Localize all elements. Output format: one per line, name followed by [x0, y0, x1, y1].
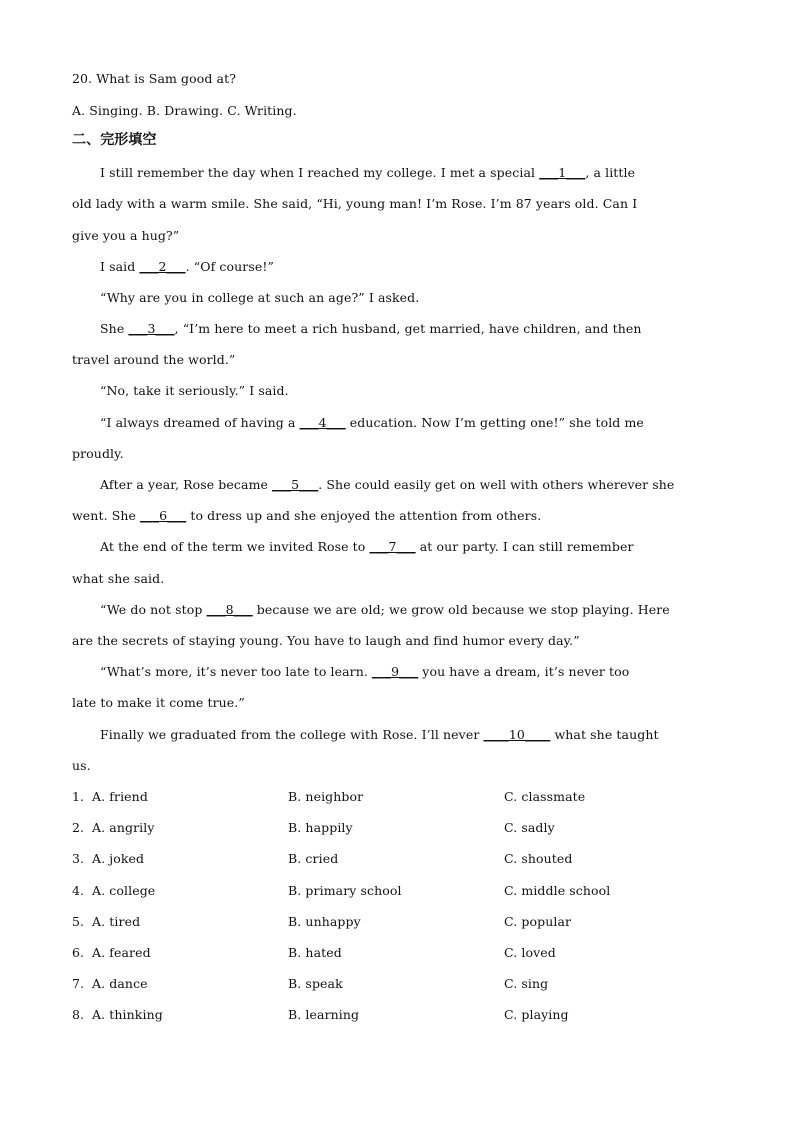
blank-6: ___6___: [140, 508, 187, 523]
question-20-options: A. Singing. B. Drawing. C. Writing.: [72, 103, 297, 118]
choice-a: A. college: [92, 883, 156, 898]
passage-line: old lady with a warm smile. She said, “Hi, young man! I’m Rose. I’m 87 years old. Can I: [72, 196, 638, 211]
choice-b: B. cried: [288, 851, 339, 866]
passage-line: are the secrets of staying young. You have to laugh and find humor every day.”: [72, 633, 580, 648]
choice-a: A. dance: [92, 976, 148, 991]
choice-a: A. feared: [92, 945, 151, 960]
choice-b: B. primary school: [288, 883, 402, 898]
passage-line: went. She ___6___ to dress up and she enjoyed the attention from others.: [72, 508, 542, 523]
question-20: 20. What is Sam good at?: [72, 71, 237, 86]
choice-b: B. hated: [288, 945, 342, 960]
passage-line: “We do not stop ___8___ because we are old; we grow old because we stop playing. Here: [100, 602, 670, 617]
passage-line: “Why are you in college at such an age?” I asked.: [100, 290, 420, 305]
choice-b: B. happily: [288, 820, 353, 835]
passage-line: “What’s more, it’s never too late to learn. ___9___ you have a dream, it’s never too: [100, 664, 630, 679]
passage-line: She ___3___, “I’m here to meet a rich husband, get married, have children, and then: [100, 321, 642, 336]
passage-line: After a year, Rose became ___5___. She could easily get on well with others wherever she: [100, 477, 675, 492]
passage-line: I still remember the day when I reached my college. I met a special ___1___, a little: [100, 165, 636, 180]
blank-7: ___7___: [369, 539, 416, 554]
passage-line: At the end of the term we invited Rose to ___7___ at our party. I can still remember: [100, 539, 634, 554]
passage-line: give you a hug?”: [72, 228, 180, 243]
blank-10: ____10____: [483, 727, 551, 742]
passage-line: what she said.: [72, 571, 165, 586]
passage-line: Finally we graduated from the college with Rose. I’ll never ____10____ what she taught: [100, 727, 659, 742]
blank-2: ___2___: [139, 259, 186, 274]
blank-4: ___4___: [299, 415, 346, 430]
choice-b: B. unhappy: [288, 914, 361, 929]
blank-3: ___3___: [128, 321, 175, 336]
choice-row: 8. A. thinking B. learning C. playing: [72, 1007, 569, 1022]
choice-c: C. popular: [504, 914, 572, 929]
choice-row: 3. A. joked B. cried C. shouted: [72, 851, 573, 866]
passage-line: late to make it come true.”: [72, 695, 245, 710]
choice-b: B. speak: [288, 976, 343, 991]
choice-a: A. angrily: [92, 820, 155, 835]
choice-a: A. tired: [92, 914, 141, 929]
choice-c: C. sing: [504, 976, 549, 991]
choice-row: 2. A. angrily B. happily C. sadly: [72, 820, 555, 835]
choice-c: C. classmate: [504, 789, 586, 804]
blank-1: ___1___: [539, 165, 586, 180]
choice-c: C. shouted: [504, 851, 573, 866]
passage-line: proudly.: [72, 446, 124, 461]
passage-line: us.: [72, 758, 91, 773]
blank-9: ___9___: [372, 664, 419, 679]
passage-line: “No, take it seriously.” I said.: [100, 383, 289, 398]
choice-row: 6. A. feared B. hated C. loved: [72, 945, 556, 960]
choice-row: 4. A. college B. primary school C. middle school: [72, 883, 611, 898]
blank-8: ___8___: [206, 602, 253, 617]
passage-line: I said ___2___. “Of course!”: [100, 259, 274, 274]
choice-b: B. neighbor: [288, 789, 364, 804]
choice-row: 1. A. friend B. neighbor C. classmate: [72, 789, 586, 804]
choice-b: B. learning: [288, 1007, 360, 1022]
choice-c: C. middle school: [504, 883, 611, 898]
choice-row: 7. A. dance B. speak C. sing: [72, 976, 549, 991]
choice-row: 5. A. tired B. unhappy C. popular: [72, 914, 572, 929]
passage-line: “I always dreamed of having a ___4___ education. Now I’m getting one!” she told me: [100, 415, 644, 430]
choice-c: C. loved: [504, 945, 556, 960]
choice-c: C. sadly: [504, 820, 555, 835]
passage-line: travel around the world.”: [72, 352, 236, 367]
choice-a: A. joked: [92, 851, 145, 866]
section-title: 二、完形填空: [72, 132, 157, 148]
choice-c: C. playing: [504, 1007, 569, 1022]
blank-5: ___5___: [272, 477, 319, 492]
choice-a: A. friend: [92, 789, 148, 804]
choice-a: A. thinking: [92, 1007, 163, 1022]
